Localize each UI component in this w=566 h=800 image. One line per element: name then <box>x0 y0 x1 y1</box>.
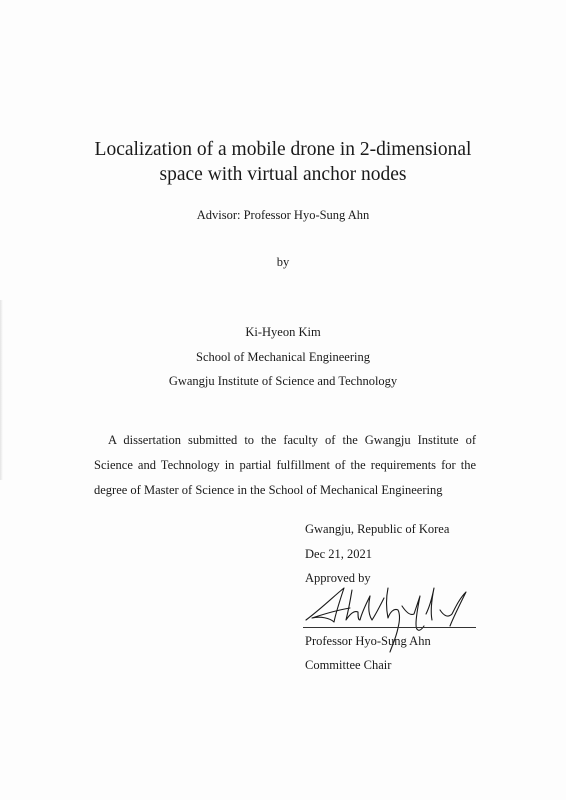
location-line: Gwangju, Republic of Korea <box>305 522 450 536</box>
committee-chair-role: Committee Chair <box>305 658 392 672</box>
handwritten-signature-icon <box>300 578 480 668</box>
author-name: Ki-Hyeon Kim <box>245 325 321 339</box>
author-school: School of Mechanical Engineering <box>196 350 370 364</box>
by-line: by <box>276 255 290 269</box>
advisor-line: Advisor: Professor Hyo-Sung Ahn <box>196 208 370 222</box>
date-line: Dec 21, 2021 <box>305 547 372 561</box>
committee-chair-name: Professor Hyo-Sung Ahn <box>305 634 431 648</box>
submission-statement: A dissertation submitted to the faculty of the Gwangju Institute of Science and Technology in partial fulfillment of the requirements for the degree of Master of Science in the School of Mechanical Engineering <box>94 433 476 497</box>
thesis-title-line-1: Localization of a mobile drone in 2-dimensional <box>94 139 472 160</box>
thesis-title <box>40 137 526 187</box>
approved-by-label: Approved by <box>305 571 371 585</box>
scan-edge-shadow <box>0 300 3 480</box>
author-institute: Gwangju Institute of Science and Technology <box>168 374 398 388</box>
signature-line <box>303 627 476 628</box>
thesis-title-line-2: space with virtual anchor nodes <box>159 164 407 185</box>
